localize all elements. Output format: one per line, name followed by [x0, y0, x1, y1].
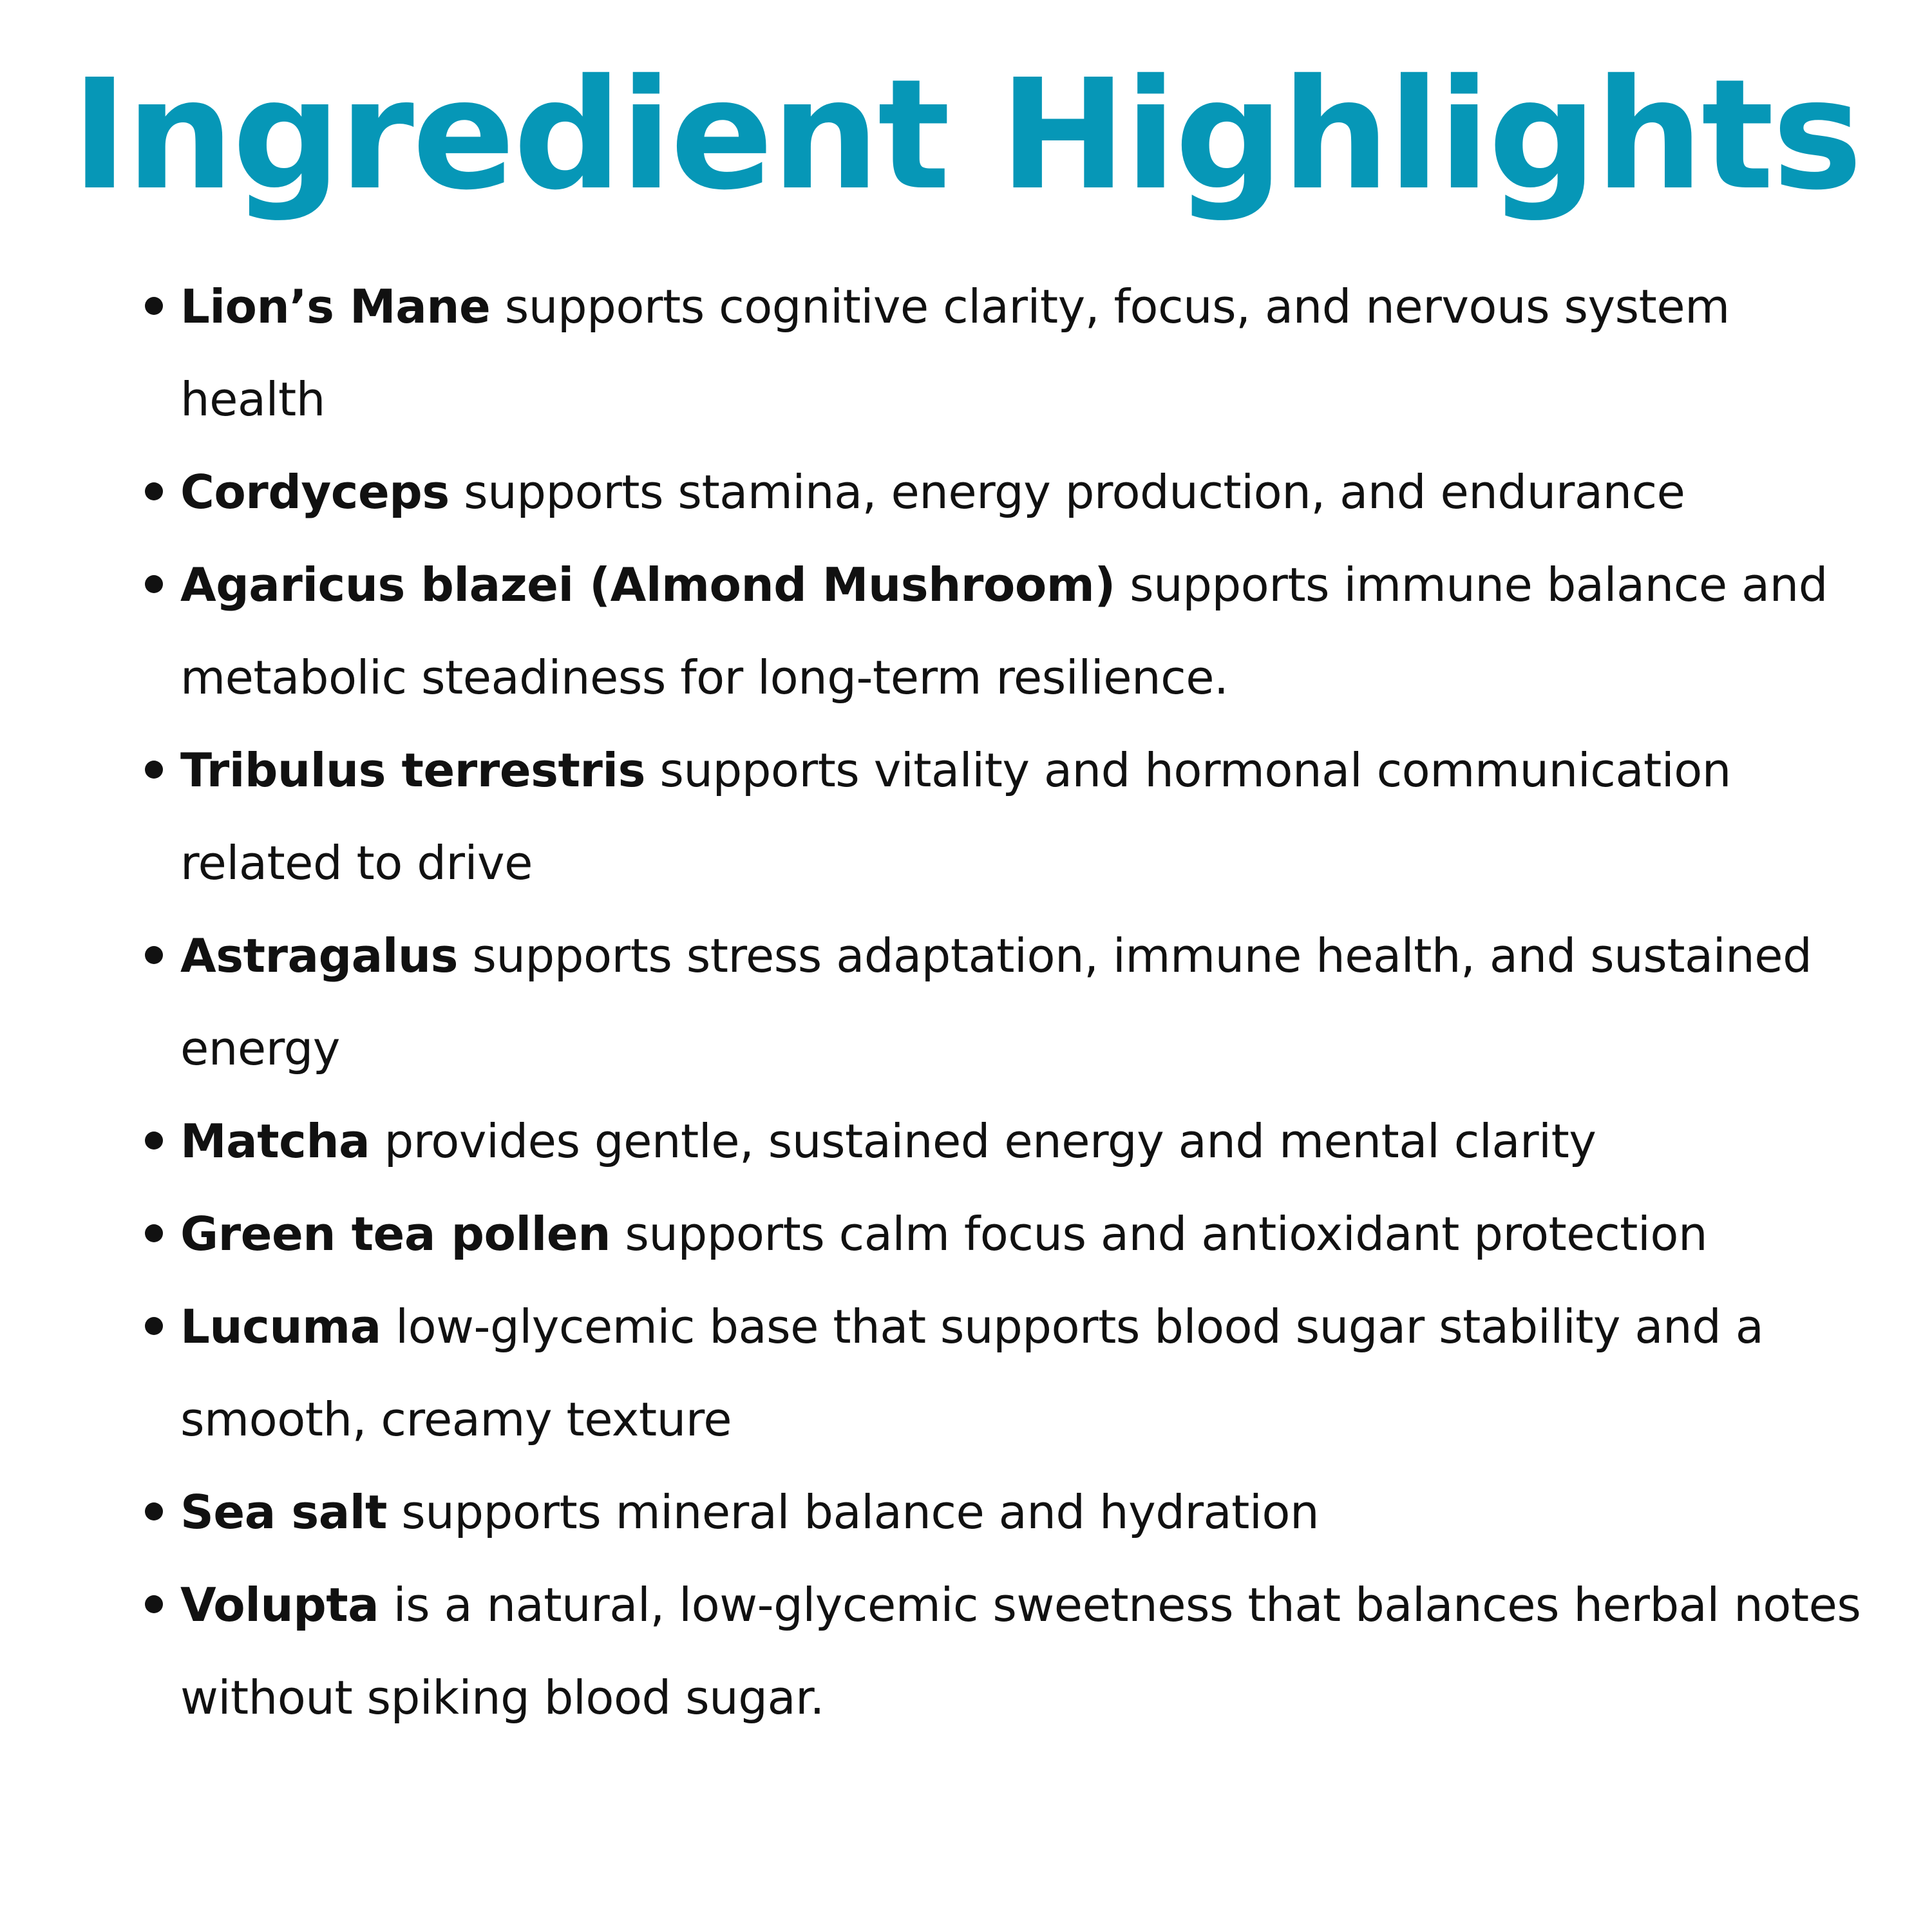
- ingredient-description: supports vitality and hormonal communication related to drive: [180, 743, 1731, 890]
- ingredient-name: Lion’s Mane: [180, 279, 491, 334]
- list-item: [135, 909, 1874, 1095]
- list-item: [135, 724, 1874, 909]
- ingredient-name: Volupta: [180, 1578, 379, 1632]
- page-title: Ingredient Highlights: [71, 46, 1861, 223]
- ingredient-description: is a natural, low-glycemic sweetness that balances herbal notes without spiking blood sugar.: [180, 1578, 1861, 1725]
- bullet-icon: [145, 297, 163, 315]
- ingredient-description: supports immune balance and metabolic steadiness for long-term resilience.: [180, 558, 1828, 705]
- list-item: [135, 538, 1874, 724]
- bullet-icon: [145, 761, 163, 779]
- bullet-icon: [145, 1317, 163, 1335]
- ingredient-description: low-glycemic base that supports blood sugar stability and a smooth, creamy texture: [180, 1300, 1764, 1446]
- ingredient-name: Astragalus: [180, 929, 459, 983]
- list-item: [135, 1466, 1874, 1558]
- ingredient-description: supports stress adaptation, immune health, and sustained energy: [180, 929, 1812, 1075]
- ingredient-description: supports cognitive clarity, focus, and nervous system health: [180, 279, 1730, 426]
- bullet-icon: [145, 575, 163, 593]
- bullet-icon: [145, 1595, 163, 1613]
- ingredient-list: [135, 260, 1874, 1744]
- bullet-icon: [145, 946, 163, 964]
- list-item: [135, 1188, 1874, 1280]
- ingredient-description: supports calm focus and antioxidant protection: [625, 1207, 1708, 1261]
- bullet-icon: [145, 482, 163, 500]
- bullet-icon: [145, 1224, 163, 1242]
- bullet-icon: [145, 1502, 163, 1520]
- list-item: [135, 446, 1874, 538]
- list-item: [135, 1095, 1874, 1188]
- ingredient-name: Tribulus terrestris: [180, 743, 645, 797]
- ingredient-name: Matcha: [180, 1114, 370, 1168]
- ingredient-name: Lucuma: [180, 1300, 381, 1354]
- ingredient-name: Agaricus blazei (Almond Mushroom): [180, 558, 1115, 612]
- ingredient-name: Sea salt: [180, 1485, 387, 1539]
- ingredient-name: Green tea pollen: [180, 1207, 611, 1261]
- ingredient-name: Cordyceps: [180, 465, 450, 519]
- ingredient-description: provides gentle, sustained energy and mental clarity: [384, 1114, 1596, 1168]
- list-item: [135, 260, 1874, 446]
- list-item: [135, 1280, 1874, 1466]
- bullet-icon: [145, 1132, 163, 1150]
- ingredient-description: supports stamina, energy production, and endurance: [464, 465, 1685, 519]
- list-item: [135, 1558, 1874, 1744]
- ingredient-description: supports mineral balance and hydration: [401, 1485, 1320, 1539]
